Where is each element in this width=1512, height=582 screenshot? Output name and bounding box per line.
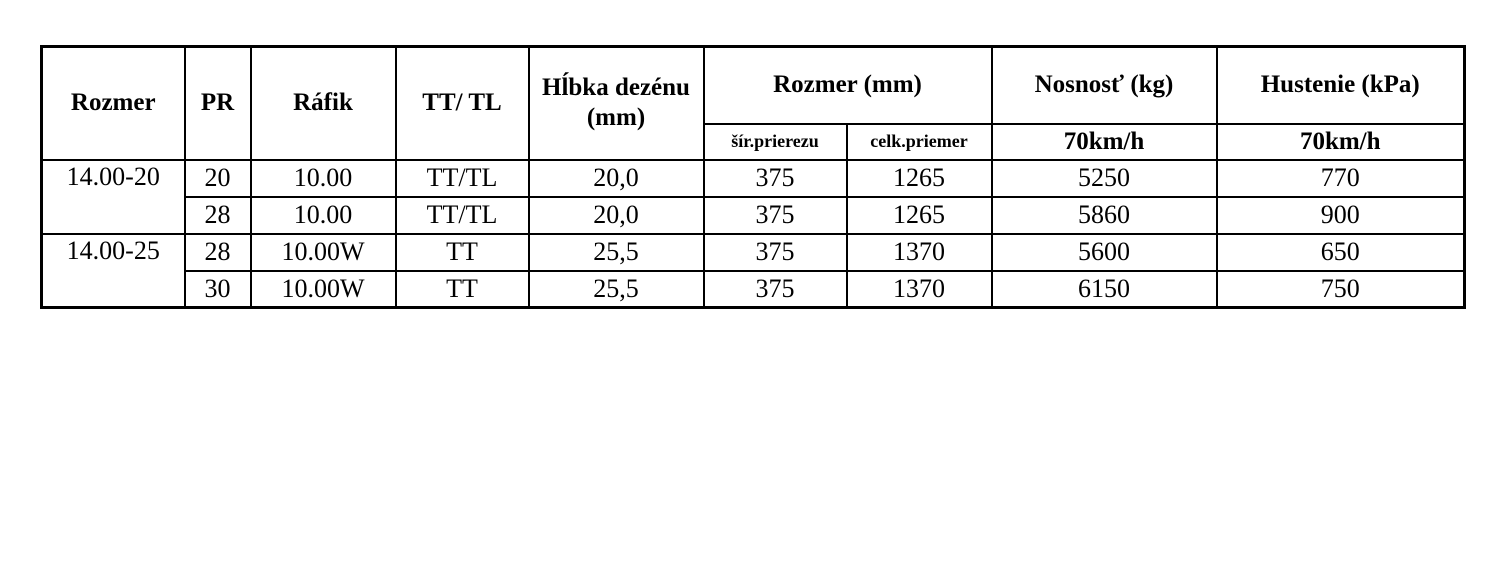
rim-cell: 10.00W <box>251 271 396 308</box>
diameter-cell: 1265 <box>847 197 992 234</box>
width-cell: 375 <box>704 271 847 308</box>
header-row <box>42 47 1465 124</box>
inflation-cell: 750 <box>1217 271 1465 308</box>
table-row <box>42 234 1465 271</box>
load-cell: 6150 <box>992 271 1217 308</box>
diameter-cell: 1370 <box>847 234 992 271</box>
inflation-cell: 900 <box>1217 197 1465 234</box>
width-cell: 375 <box>704 234 847 271</box>
load-cell: 5860 <box>992 197 1217 234</box>
table-row <box>42 160 1465 197</box>
pr-cell: 28 <box>185 234 251 271</box>
header-pr: PR <box>185 47 251 160</box>
inflation-cell: 770 <box>1217 160 1465 197</box>
inflation-cell: 650 <box>1217 234 1465 271</box>
header-inflation-speed: 70km/h <box>1217 124 1465 160</box>
header-width: šír.prierezu <box>704 124 847 160</box>
diameter-cell: 1370 <box>847 271 992 308</box>
depth-cell: 25,5 <box>529 234 704 271</box>
depth-cell: 25,5 <box>529 271 704 308</box>
width-cell: 375 <box>704 160 847 197</box>
depth-cell: 20,0 <box>529 197 704 234</box>
depth-cell: 20,0 <box>529 160 704 197</box>
size-cell: 14.00-25 <box>42 234 185 308</box>
diameter-cell: 1265 <box>847 160 992 197</box>
load-cell: 5600 <box>992 234 1217 271</box>
tt-tl-cell: TT/TL <box>396 160 529 197</box>
header-diameter: celk.priemer <box>847 124 992 160</box>
header-tt-tl: TT/ TL <box>396 47 529 160</box>
pr-cell: 30 <box>185 271 251 308</box>
header-size: Rozmer <box>42 47 185 160</box>
header-inflation: Hustenie (kPa) <box>1217 47 1465 124</box>
table-row <box>42 271 1465 308</box>
size-cell: 14.00-20 <box>42 160 185 234</box>
header-tread-depth: Hĺbka dezénu (mm) <box>529 47 704 160</box>
tire-spec-table <box>40 45 1466 309</box>
header-dimension: Rozmer (mm) <box>704 47 992 124</box>
tt-tl-cell: TT <box>396 234 529 271</box>
rim-cell: 10.00 <box>251 160 396 197</box>
header-load-speed: 70km/h <box>992 124 1217 160</box>
tt-tl-cell: TT/TL <box>396 197 529 234</box>
pr-cell: 20 <box>185 160 251 197</box>
width-cell: 375 <box>704 197 847 234</box>
load-cell: 5250 <box>992 160 1217 197</box>
header-rim: Ráfik <box>251 47 396 160</box>
tt-tl-cell: TT <box>396 271 529 308</box>
table-row <box>42 197 1465 234</box>
rim-cell: 10.00W <box>251 234 396 271</box>
header-load: Nosnosť (kg) <box>992 47 1217 124</box>
rim-cell: 10.00 <box>251 197 396 234</box>
pr-cell: 28 <box>185 197 251 234</box>
